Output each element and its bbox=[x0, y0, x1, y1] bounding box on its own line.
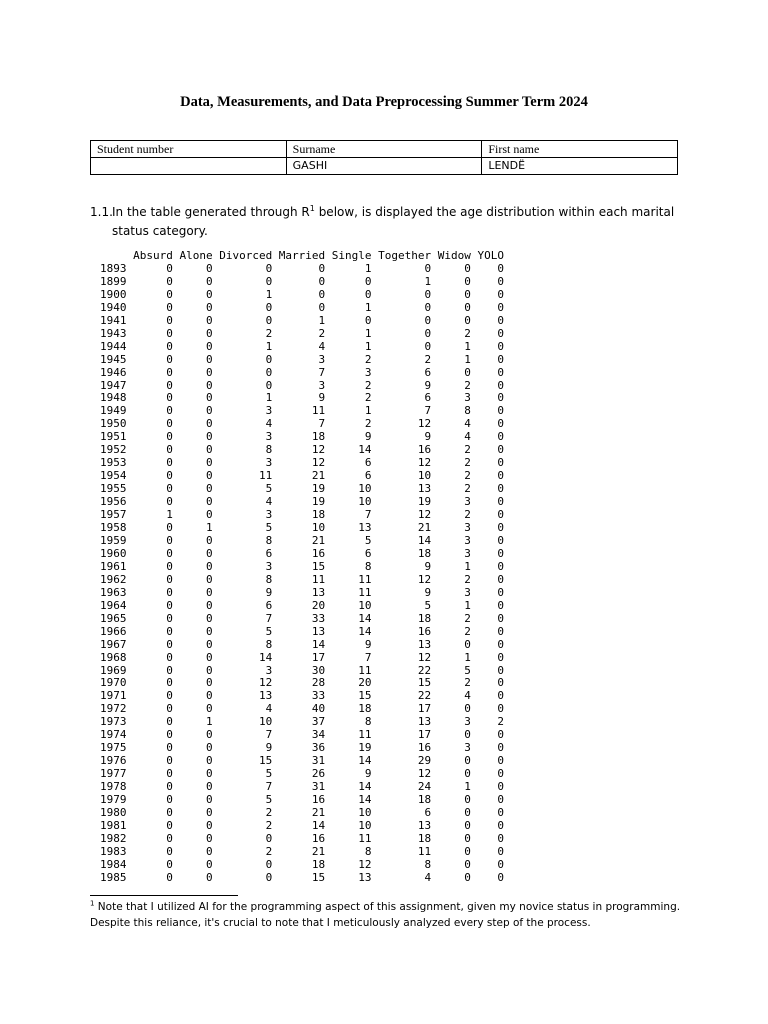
table-row: 1969 0 0 3 30 11 22 5 0 bbox=[100, 663, 504, 677]
table-row: 1967 0 0 8 14 9 13 0 0 bbox=[100, 637, 504, 651]
age-distribution-table bbox=[100, 250, 504, 885]
question-text bbox=[90, 203, 690, 241]
table-row: 1957 1 0 3 18 7 12 2 0 bbox=[100, 508, 504, 522]
question-text-start: In the table generated through R bbox=[112, 205, 310, 219]
student-number-label: Student number bbox=[91, 141, 287, 158]
table-row: 1970 0 0 12 28 20 15 2 0 bbox=[100, 676, 504, 690]
footnote-marker: 1 bbox=[90, 899, 95, 908]
table-row: 1982 0 0 0 16 11 18 0 0 bbox=[100, 831, 504, 845]
student-info-value-row bbox=[91, 158, 678, 175]
table-row: 1966 0 0 5 13 14 16 2 0 bbox=[100, 624, 504, 638]
student-number-value bbox=[91, 158, 287, 175]
table-row: 1959 0 0 8 21 5 14 3 0 bbox=[100, 533, 504, 547]
student-info-table bbox=[90, 140, 678, 175]
table-row: 1952 0 0 8 12 14 16 2 0 bbox=[100, 443, 504, 457]
table-row: 1900 0 0 1 0 0 0 0 0 bbox=[100, 287, 504, 301]
table-row: 1983 0 0 2 21 8 11 0 0 bbox=[100, 844, 504, 858]
first-name-label: First name bbox=[482, 141, 678, 158]
table-row: 1944 0 0 1 4 1 0 1 0 bbox=[100, 339, 504, 353]
table-row: 1956 0 0 4 19 10 19 3 0 bbox=[100, 495, 504, 509]
question-number: 1.1. bbox=[90, 205, 113, 219]
table-row: 1977 0 0 5 26 9 12 0 0 bbox=[100, 767, 504, 781]
surname-label: Surname bbox=[286, 141, 482, 158]
question-1-1 bbox=[90, 203, 690, 241]
table-row: 1950 0 0 4 7 2 12 4 0 bbox=[100, 417, 504, 431]
table-row: 1979 0 0 5 16 14 18 0 0 bbox=[100, 793, 504, 807]
footnote-reference: 1 bbox=[309, 204, 315, 213]
table-row: 1971 0 0 13 33 15 22 4 0 bbox=[100, 689, 504, 703]
footnote-line-2: Despite this reliance, it's crucial to note that I meticulously analyzed every step of the process. bbox=[90, 917, 591, 929]
table-row: 1893 0 0 0 0 1 0 0 0 bbox=[100, 261, 504, 275]
table-row: 1968 0 0 14 17 7 12 1 0 bbox=[100, 650, 504, 664]
student-info-header-row bbox=[91, 141, 678, 158]
table-row: 1958 0 1 5 10 13 21 3 0 bbox=[100, 521, 504, 535]
table-row: 1965 0 0 7 33 14 18 2 0 bbox=[100, 611, 504, 625]
data-table-header: Absurd Alone Divorced Married Single Together Widow YOLO bbox=[100, 249, 504, 262]
table-row: 1984 0 0 0 18 12 8 0 0 bbox=[100, 857, 504, 871]
footnote bbox=[90, 899, 690, 931]
footnote-separator bbox=[90, 895, 238, 896]
table-row: 1943 0 0 2 2 1 0 2 0 bbox=[100, 326, 504, 340]
table-row: 1972 0 0 4 40 18 17 0 0 bbox=[100, 702, 504, 716]
table-row: 1985 0 0 0 15 13 4 0 0 bbox=[100, 870, 504, 884]
footnote-text-1: Note that I utilized AI for the programming aspect of this assignment, given my novice status in programming. bbox=[94, 901, 681, 913]
first-name-value: LENDË bbox=[482, 158, 678, 175]
table-row: 1973 0 1 10 37 8 13 3 2 bbox=[100, 715, 504, 729]
table-row: 1963 0 0 9 13 11 9 3 0 bbox=[100, 585, 504, 599]
table-row: 1976 0 0 15 31 14 29 0 0 bbox=[100, 754, 504, 768]
table-row: 1961 0 0 3 15 8 9 1 0 bbox=[100, 559, 504, 573]
table-row: 1975 0 0 9 36 19 16 3 0 bbox=[100, 741, 504, 755]
table-row: 1949 0 0 3 11 1 7 8 0 bbox=[100, 404, 504, 418]
table-row: 1974 0 0 7 34 11 17 0 0 bbox=[100, 728, 504, 742]
table-row: 1960 0 0 6 16 6 18 3 0 bbox=[100, 546, 504, 560]
table-row: 1945 0 0 0 3 2 2 1 0 bbox=[100, 352, 504, 366]
table-row: 1951 0 0 3 18 9 9 4 0 bbox=[100, 430, 504, 444]
footnote-line-1 bbox=[90, 899, 690, 915]
table-row: 1946 0 0 0 7 3 6 0 0 bbox=[100, 365, 504, 379]
table-row: 1941 0 0 0 1 0 0 0 0 bbox=[100, 313, 504, 327]
table-row: 1899 0 0 0 0 0 1 0 0 bbox=[100, 274, 504, 288]
table-row: 1953 0 0 3 12 6 12 2 0 bbox=[100, 456, 504, 470]
question-text-end: below, is displayed the age distribution within each marital status category. bbox=[112, 205, 675, 238]
table-row: 1940 0 0 0 0 1 0 0 0 bbox=[100, 300, 504, 314]
table-row: 1954 0 0 11 21 6 10 2 0 bbox=[100, 469, 504, 483]
table-row: 1980 0 0 2 21 10 6 0 0 bbox=[100, 805, 504, 819]
table-row: 1962 0 0 8 11 11 12 2 0 bbox=[100, 572, 504, 586]
table-row: 1981 0 0 2 14 10 13 0 0 bbox=[100, 818, 504, 832]
table-row: 1955 0 0 5 19 10 13 2 0 bbox=[100, 482, 504, 496]
table-row: 1978 0 0 7 31 14 24 1 0 bbox=[100, 780, 504, 794]
table-row: 1948 0 0 1 9 2 6 3 0 bbox=[100, 391, 504, 405]
table-row: 1947 0 0 0 3 2 9 2 0 bbox=[100, 378, 504, 392]
surname-value: GASHI bbox=[286, 158, 482, 175]
table-row: 1964 0 0 6 20 10 5 1 0 bbox=[100, 598, 504, 612]
document-title: Data, Measurements, and Data Preprocessing Summer Term 2024 bbox=[180, 94, 588, 110]
